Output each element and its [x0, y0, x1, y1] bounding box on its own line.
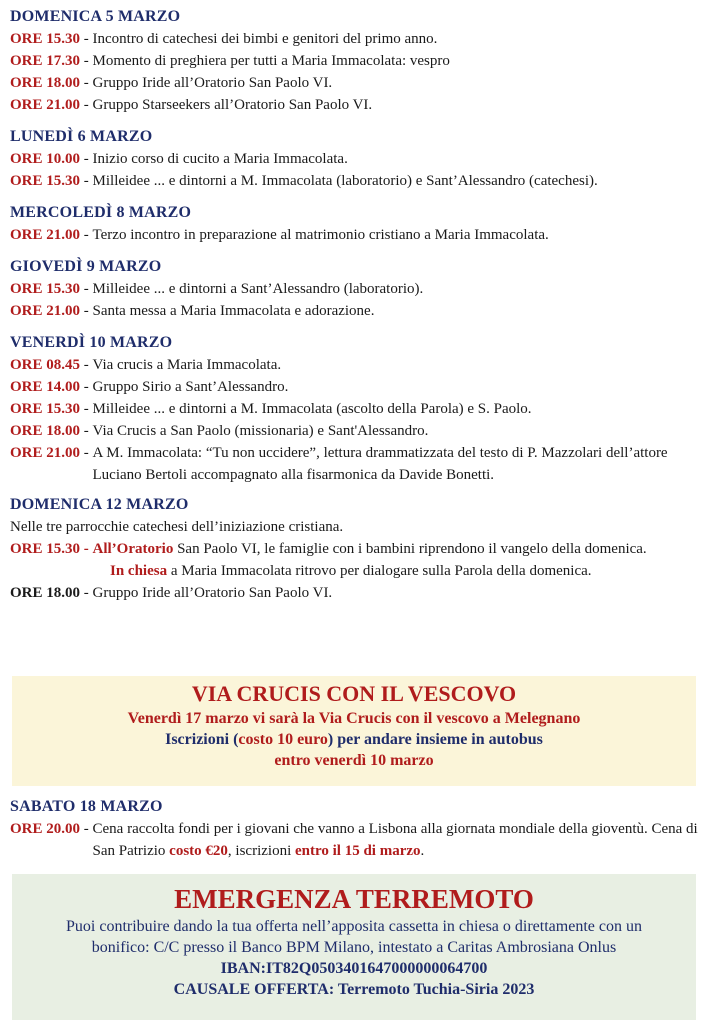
day-title: LUNEDÌ 6 MARZO [10, 128, 153, 145]
time-label: ORE 18.00 [10, 423, 81, 439]
deadline-label: entro il 15 di marzo [295, 843, 421, 859]
place-label: In chiesa [110, 563, 168, 579]
time-label: ORE 15.30 [10, 31, 81, 47]
day-section [10, 6, 706, 116]
event-text: All’Oratorio San Paolo VI, le famiglie con i bambini riprendono il vangelo della domenica. [92, 541, 647, 557]
schedule-row: ORE 17.30 - Momento di preghiera per tutti a Maria Immacolata: vespro [10, 50, 706, 72]
time-label: ORE 21.00 [10, 303, 81, 319]
time-label: ORE 21.00 [10, 445, 81, 461]
event-text: Inizio corso di cucito a Maria Immacolata. [92, 151, 348, 167]
event-text: Gruppo Starseekers all’Oratorio San Paolo VI. [92, 97, 373, 113]
schedule-row: ORE 18.00 - Via Crucis a San Paolo (missionaria) e Sant'Alessandro. [10, 420, 706, 442]
event-text: Santa messa a Maria Immacolata e adorazione. [92, 303, 375, 319]
place-label: All’Oratorio [92, 541, 174, 557]
intro-text: Nelle tre parrocchie catechesi dell’iniziazione cristiana. [10, 519, 344, 535]
day-section [10, 126, 706, 192]
event-text: Gruppo Iride all’Oratorio San Paolo VI. [92, 585, 333, 601]
iban-text: IBAN:IT82Q0503401647000000064700 [220, 960, 488, 977]
event-text: Milleidee ... e dintorni a M. Immacolata (ascolto della Parola) e S. Paolo. [92, 401, 532, 417]
schedule-row: ORE 15.30 - Milleidee ... e dintorni a M. Immacolata (laboratorio) e Sant’Alessandro (catechesi). [10, 170, 706, 192]
schedule-row: ORE 21.00 - A M. Immacolata: “Tu non uccidere”, lettura drammatizzata del testo di P. Mazzolari dell’attore Luciano Bertoli accompagnato alla fisarmonica da Davide Bonetti. [10, 442, 706, 486]
day-title: GIOVEDÌ 9 MARZO [10, 258, 162, 275]
schedule-row: ORE 15.30 - Milleidee ... e dintorni a M. Immacolata (ascolto della Parola) e S. Paolo. [10, 398, 706, 420]
schedule-row: ORE 21.00 - Santa messa a Maria Immacolata e adorazione. [10, 300, 706, 322]
time-label: ORE 21.00 [10, 227, 81, 243]
day-title: MERCOLEDÌ 8 MARZO [10, 204, 192, 221]
schedule-row: ORE 20.00 - Cena raccolta fondi per i giovani che vanno a Lisbona alla giornata mondiale della gioventù. Cena di San Patrizio costo €20, iscrizioni entro il 15 di marzo. [10, 818, 706, 862]
time-label: ORE 14.00 [10, 379, 81, 395]
bulletin-page [10, 6, 706, 614]
via-crucis-line2: Iscrizioni (costo 10 euro) per andare insieme in autobus [165, 731, 543, 748]
emergenza-box [12, 874, 696, 1020]
emergenza-title: EMERGENZA TERREMOTO [174, 884, 534, 914]
day-title: SABATO 18 MARZO [10, 798, 163, 815]
time-label: ORE 18.00 [10, 585, 81, 601]
schedule-row: ORE 15.30 - All’Oratorio San Paolo VI, le famiglie con i bambini riprendono il vangelo della domenica. [10, 538, 706, 560]
day-list [10, 6, 706, 486]
event-text: Milleidee ... e dintorni a M. Immacolata (laboratorio) e Sant’Alessandro (catechesi). [92, 173, 598, 189]
event-text: Milleidee ... e dintorni a Sant’Alessandro (laboratorio). [92, 281, 424, 297]
causale-text: CAUSALE OFFERTA: Terremoto Tuchia-Siria 2023 [173, 981, 535, 998]
schedule-row-continued: In chiesa a Maria Immacolata ritrovo per dialogare sulla Parola della domenica. [110, 563, 592, 579]
day-title: DOMENICA 12 MARZO [10, 496, 189, 513]
time-label: ORE 18.00 [10, 75, 81, 91]
emergenza-line2: bonifico: C/C presso il Banco BPM Milano, intestato a Caritas Ambrosiana Onlus [91, 939, 617, 956]
time-label: ORE 08.45 [10, 357, 81, 373]
schedule-row: ORE 10.00 - Inizio corso di cucito a Maria Immacolata. [10, 148, 706, 170]
time-label: ORE 15.30 [10, 541, 81, 557]
event-text: Cena raccolta fondi per i giovani che vanno a Lisbona alla giornata mondiale della gioventù. Cena di San Patrizio costo €20, iscrizioni entro il 15 di marzo. [92, 821, 698, 859]
event-text: Via Crucis a San Paolo (missionaria) e Sant'Alessandro. [92, 423, 429, 439]
via-crucis-title: VIA CRUCIS CON IL VESCOVO [191, 681, 517, 706]
schedule-row: ORE 18.00 - Gruppo Iride all’Oratorio San Paolo VI. [10, 72, 706, 94]
time-label: ORE 15.30 [10, 401, 81, 417]
schedule-row: ORE 08.45 - Via crucis a Maria Immacolata. [10, 354, 706, 376]
event-text: Incontro di catechesi dei bimbi e genitori del primo anno. [92, 31, 438, 47]
day-domenica-12 [10, 494, 706, 604]
time-label: ORE 17.30 [10, 53, 81, 69]
schedule-row: ORE 21.00 - Terzo incontro in preparazione al matrimonio cristiano a Maria Immacolata. [10, 224, 706, 246]
day-section [10, 202, 706, 246]
day-title: DOMENICA 5 MARZO [10, 8, 181, 25]
schedule-row: ORE 18.00 - Gruppo Iride all’Oratorio San Paolo VI. [10, 582, 706, 604]
event-text: Terzo incontro in preparazione al matrimonio cristiano a Maria Immacolata. [92, 227, 549, 243]
time-label: ORE 15.30 [10, 173, 81, 189]
cost-label: costo €20 [169, 843, 228, 859]
event-text: Gruppo Sirio a Sant’Alessandro. [92, 379, 289, 395]
event-text: Via crucis a Maria Immacolata. [92, 357, 282, 373]
event-text: Momento di preghiera per tutti a Maria Immacolata: vespro [92, 53, 450, 69]
schedule-row: ORE 15.30 - Incontro di catechesi dei bimbi e genitori del primo anno. [10, 28, 706, 50]
event-text: A M. Immacolata: “Tu non uccidere”, lettura drammatizzata del testo di P. Mazzolari dell’attore Luciano Bertoli accompagnato alla fisarmonica da Davide Bonetti. [92, 445, 668, 483]
via-crucis-line3: entro venerdì 10 marzo [274, 752, 434, 769]
day-title: VENERDÌ 10 MARZO [10, 334, 173, 351]
schedule-row: ORE 15.30 - Milleidee ... e dintorni a Sant’Alessandro (laboratorio). [10, 278, 706, 300]
day-section [10, 256, 706, 322]
day-section [10, 332, 706, 486]
via-crucis-line1: Venerdì 17 marzo vi sarà la Via Crucis con il vescovo a Melegnano [127, 710, 581, 727]
day-sabato-18 [10, 796, 706, 862]
time-label: ORE 20.00 [10, 821, 81, 837]
schedule-row: ORE 14.00 - Gruppo Sirio a Sant’Alessandro. [10, 376, 706, 398]
via-crucis-box [12, 676, 696, 786]
emergenza-line1: Puoi contribuire dando la tua offerta nell’apposita cassetta in chiesa o direttamente con un [66, 918, 642, 935]
schedule-row: ORE 21.00 - Gruppo Starseekers all’Oratorio San Paolo VI. [10, 94, 706, 116]
time-label: ORE 10.00 [10, 151, 81, 167]
event-text: Gruppo Iride all’Oratorio San Paolo VI. [92, 75, 333, 91]
time-label: ORE 15.30 [10, 281, 81, 297]
time-label: ORE 21.00 [10, 97, 81, 113]
